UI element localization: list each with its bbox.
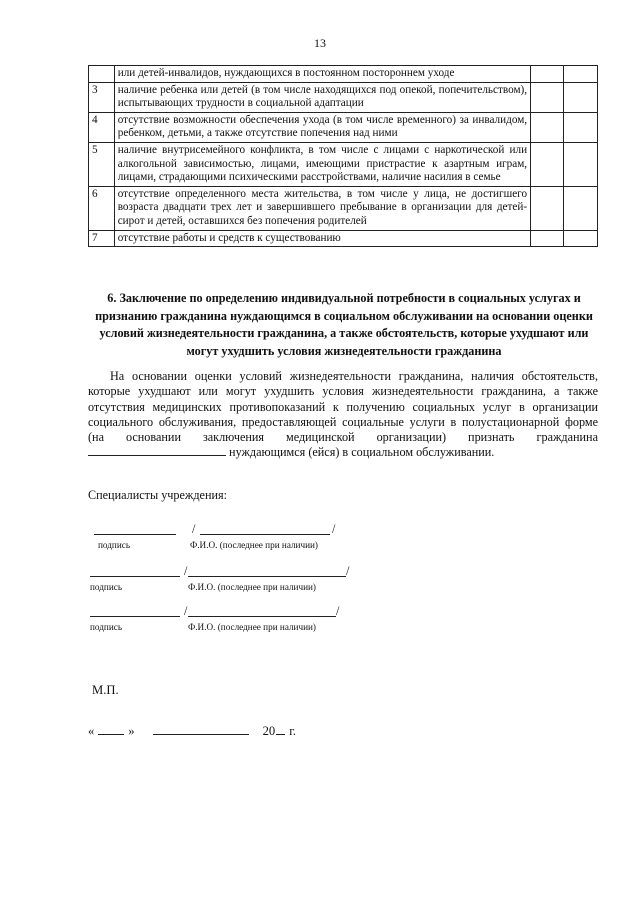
row-cell-empty bbox=[563, 66, 597, 83]
paragraph-text-end: нуждающимся (ейся) в социальном обслуживании. bbox=[229, 445, 495, 460]
row-cell-empty bbox=[563, 82, 597, 112]
separator-slash: / bbox=[184, 604, 188, 618]
section-heading: 6. Заключение по определению индивидуальной потребности в социальных услугах и признанию гражданина нуждающимся в социальном обслуживании на основании оценки условий жизнедеятельности гражданина, а также обстоятельств, которые ухудшают или могут ухудшить условия жизнедеятельности гражданина bbox=[95, 291, 593, 358]
separator-slash: / bbox=[336, 604, 340, 618]
row-cell-empty bbox=[531, 112, 563, 142]
criteria-table bbox=[88, 65, 598, 247]
table-row bbox=[89, 82, 598, 112]
signature-line[interactable] bbox=[94, 534, 176, 535]
row-cell-empty bbox=[531, 186, 563, 230]
date-line bbox=[88, 724, 296, 739]
signature-block bbox=[88, 566, 388, 602]
row-text: отсутствие возможности обеспечения ухода (в том числе временного) за инвалидом, ребенком, детьми, а также отсутствие попечения над ними bbox=[114, 112, 530, 142]
signature-caption: подпись bbox=[90, 622, 123, 632]
date-open-quote: « bbox=[88, 724, 95, 738]
row-number: 4 bbox=[89, 112, 115, 142]
row-text: наличие ребенка или детей (в том числе находящихся под опекой, попечительством), испытывающих трудности в социальной адаптации bbox=[114, 82, 530, 112]
row-cell-empty bbox=[563, 230, 597, 247]
table-row bbox=[89, 142, 598, 186]
row-number: 7 bbox=[89, 230, 115, 247]
signature-block bbox=[88, 606, 388, 642]
full-name-line[interactable] bbox=[188, 616, 336, 617]
row-cell-empty bbox=[563, 112, 597, 142]
stamp-label: М.П. bbox=[92, 683, 119, 697]
specialists-label: Специалисты учреждения: bbox=[88, 488, 227, 502]
row-number: 6 bbox=[89, 186, 115, 230]
full-name-caption: Ф.И.О. (последнее при наличии) bbox=[188, 622, 316, 632]
signature-caption: подпись bbox=[90, 582, 123, 592]
row-number bbox=[89, 66, 115, 83]
conclusion-paragraph bbox=[88, 369, 598, 461]
signature-caption: подпись bbox=[98, 540, 131, 550]
row-cell-empty bbox=[563, 186, 597, 230]
row-text: отсутствие работы и средств к существованию bbox=[114, 230, 530, 247]
full-name-caption: Ф.И.О. (последнее при наличии) bbox=[190, 540, 318, 550]
date-close-quote: » bbox=[128, 724, 135, 738]
year-prefix: 20 bbox=[262, 724, 276, 738]
month-blank[interactable] bbox=[153, 725, 249, 735]
table-row bbox=[89, 186, 598, 230]
full-name-line[interactable] bbox=[188, 576, 346, 577]
table-row bbox=[89, 230, 598, 247]
row-number: 5 bbox=[89, 142, 115, 186]
separator-slash: / bbox=[184, 564, 188, 578]
row-cell-empty bbox=[563, 142, 597, 186]
row-cell-empty bbox=[531, 142, 563, 186]
table-row bbox=[89, 66, 598, 83]
year-blank[interactable] bbox=[276, 725, 285, 735]
separator-slash: / bbox=[192, 522, 196, 536]
signature-block bbox=[88, 524, 388, 560]
row-text: отсутствие определенного места жительства, в том числе у лица, не достигшего возраста двадцати трех лет и завершившего пребывание в организации для детей-сирот и детей, оставшихся без попечения родителей bbox=[114, 186, 530, 230]
row-cell-empty bbox=[531, 66, 563, 83]
signature-line[interactable] bbox=[90, 576, 180, 577]
separator-slash: / bbox=[332, 522, 336, 536]
day-blank[interactable] bbox=[98, 725, 124, 735]
row-text: наличие внутрисемейного конфликта, в том числе с лицами с наркотической или алкогольной зависимостью, лицами, имеющими пристрастие к азартным играм, лицами, страдающими психическими расстройствами, наличие насилия в семье bbox=[114, 142, 530, 186]
row-number: 3 bbox=[89, 82, 115, 112]
full-name-caption: Ф.И.О. (последнее при наличии) bbox=[188, 582, 316, 592]
separator-slash: / bbox=[346, 564, 350, 578]
row-text: или детей-инвалидов, нуждающихся в постоянном постороннем уходе bbox=[114, 66, 530, 83]
row-cell-empty bbox=[531, 82, 563, 112]
page-number: 13 bbox=[314, 36, 326, 50]
paragraph-text: На основании оценки условий жизнедеятельности гражданина, наличия обстоятельств, которые ухудшают или могут ухудшить условия жизнедеятельности гражданина, а также отсутствия медицинских противопоказаний к получению социальных услуг в организации социального обслуживания, предоставляющей социальные услуги в полустационарной форме (на основании заключения медицинской организации) признать гражданина bbox=[88, 369, 598, 445]
signature-line[interactable] bbox=[90, 616, 180, 617]
table-row bbox=[89, 112, 598, 142]
row-cell-empty bbox=[531, 230, 563, 247]
citizen-name-blank[interactable] bbox=[88, 445, 226, 456]
year-suffix: г. bbox=[289, 724, 297, 738]
full-name-line[interactable] bbox=[200, 534, 330, 535]
